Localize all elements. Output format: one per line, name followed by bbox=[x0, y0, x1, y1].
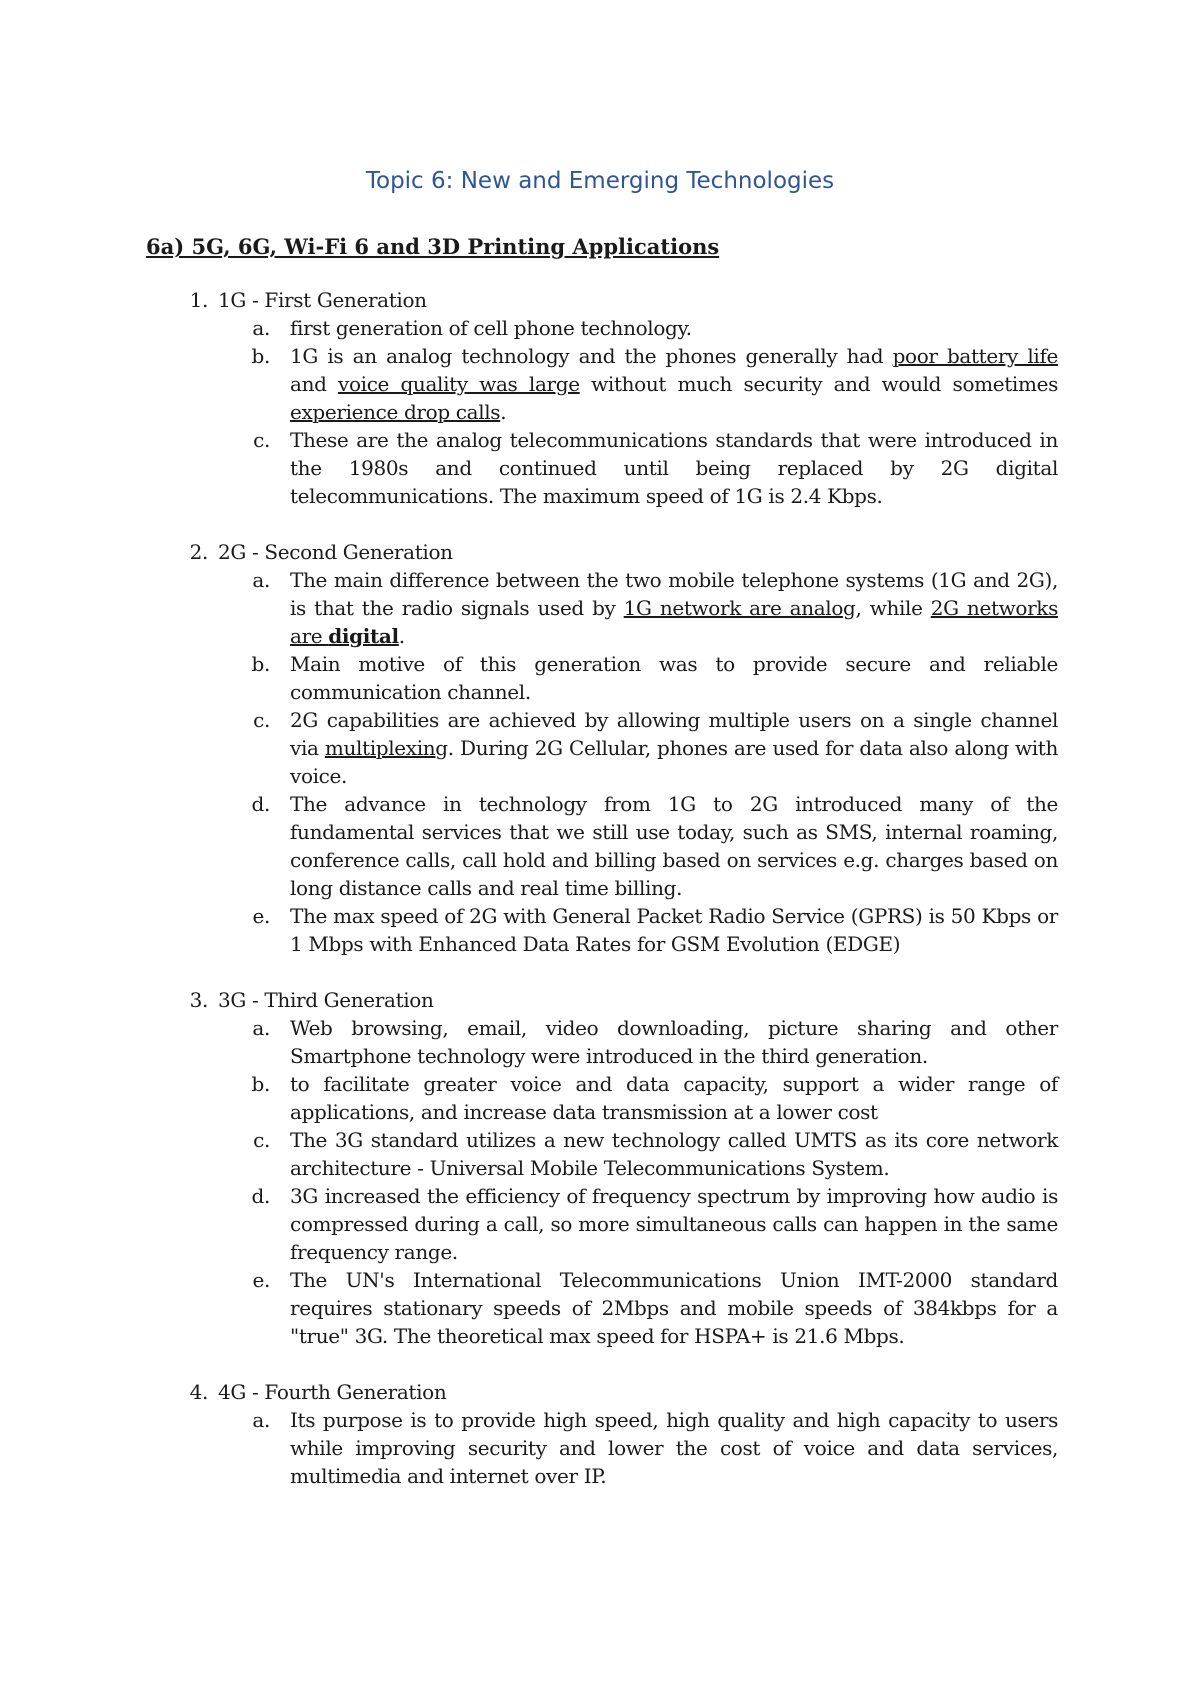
generation-section bbox=[146, 538, 1058, 958]
list-item bbox=[146, 650, 1058, 706]
list-letter: b. bbox=[251, 344, 270, 368]
list-number: 1. bbox=[189, 288, 208, 312]
list-item-text bbox=[290, 902, 1058, 958]
list-item-text bbox=[290, 342, 1058, 426]
text-run: without much security and would sometimes bbox=[579, 372, 1058, 396]
text-run: first generation of cell phone technology. bbox=[290, 316, 692, 340]
list-letter: a. bbox=[252, 1016, 270, 1040]
list-item bbox=[146, 1266, 1058, 1350]
list-letter: c. bbox=[253, 428, 270, 452]
list-letter: e. bbox=[252, 904, 270, 928]
list-item-text bbox=[290, 1126, 1058, 1182]
list-item bbox=[146, 706, 1058, 790]
list-item bbox=[146, 1126, 1058, 1182]
list-item-text bbox=[290, 706, 1058, 790]
list-item-text bbox=[290, 1266, 1058, 1350]
text-run: Its purpose is to provide high speed, high quality and high capacity to users while improving security and lower the cost of voice and data services, multimedia and internet over IP. bbox=[290, 1408, 1058, 1488]
section-heading: 6a) 5G, 6G, Wi-Fi 6 and 3D Printing Applications bbox=[146, 234, 720, 259]
list-item-text bbox=[290, 314, 1058, 342]
text-run: 1G is an analog technology and the phones generally had bbox=[290, 344, 893, 368]
list-letter: a. bbox=[252, 1408, 270, 1432]
generation-title bbox=[146, 1378, 1058, 1406]
list-number: 2. bbox=[189, 540, 208, 564]
generation-title-text: 1G - First Generation bbox=[218, 288, 427, 312]
text-run: The 3G standard utilizes a new technology called UMTS as its core network architecture - Universal Mobile Telecommunications System. bbox=[290, 1128, 1058, 1180]
list-letter: d. bbox=[251, 1184, 270, 1208]
underlined-text: 1G network are analog bbox=[623, 596, 856, 620]
underlined-text: multiplexing bbox=[324, 736, 448, 760]
text-run: and bbox=[290, 372, 339, 396]
underlined-text: voice quality was large bbox=[338, 372, 580, 396]
generation-title-text: 4G - Fourth Generation bbox=[218, 1380, 447, 1404]
list-item-text bbox=[290, 566, 1058, 650]
list-letter: c. bbox=[253, 708, 270, 732]
text-run: . bbox=[500, 400, 507, 424]
text-run: The UN's International Telecommunications Union IMT-2000 standard requires stationary speeds of 2Mbps and mobile speeds of 384kbps for a "true" 3G. The theoretical max speed for HSPA+ is 21.6 Mbps. bbox=[290, 1268, 1058, 1348]
list-item-text bbox=[290, 1014, 1058, 1070]
text-run: . bbox=[398, 624, 405, 648]
generation-title-text: 3G - Third Generation bbox=[218, 988, 434, 1012]
generation-title bbox=[146, 986, 1058, 1014]
generation-title bbox=[146, 286, 1058, 314]
generation-section bbox=[146, 286, 1058, 510]
text-run: The main difference between the two mobile telephone systems (1G and 2G), is that the radio signals used by bbox=[290, 568, 1058, 620]
list-item bbox=[146, 902, 1058, 958]
text-run: The max speed of 2G with General Packet Radio Service (GPRS) is 50 Kbps or 1 Mbps with Enhanced Data Rates for GSM Evolution (EDGE) bbox=[290, 904, 1058, 956]
list-item bbox=[146, 314, 1058, 342]
list-letter: a. bbox=[252, 568, 270, 592]
list-number: 4. bbox=[189, 1380, 208, 1404]
text-run: to facilitate greater voice and data capacity, support a wider range of applications, and increase data transmission at a lower cost bbox=[290, 1072, 1058, 1124]
generation-section bbox=[146, 1378, 1058, 1490]
list-letter: c. bbox=[253, 1128, 270, 1152]
underlined-text: 2G networks are bbox=[290, 596, 1058, 648]
list-letter: a. bbox=[252, 316, 270, 340]
list-item-text bbox=[290, 1182, 1058, 1266]
list-item bbox=[146, 1070, 1058, 1126]
list-item bbox=[146, 790, 1058, 902]
generation-section bbox=[146, 986, 1058, 1350]
text-run: 3G increased the efficiency of frequency spectrum by improving how audio is compressed during a call, so more simultaneous calls can happen in the same frequency range. bbox=[290, 1184, 1058, 1264]
list-letter: b. bbox=[251, 652, 270, 676]
text-run: Main motive of this generation was to provide secure and reliable communication channel. bbox=[290, 652, 1058, 704]
underlined-text: digital bbox=[328, 624, 399, 648]
list-item-text bbox=[290, 1070, 1058, 1126]
page-title: Topic 6: New and Emerging Technologies bbox=[365, 168, 835, 194]
list-letter: e. bbox=[252, 1268, 270, 1292]
text-run: Web browsing, email, video downloading, picture sharing and other Smartphone technology were introduced in the third generation. bbox=[290, 1016, 1058, 1068]
list-item-text bbox=[290, 790, 1058, 902]
text-run: 2G capabilities are achieved by allowing multiple users on a single channel via bbox=[290, 708, 1058, 760]
list-item-text bbox=[290, 426, 1058, 510]
underlined-text: poor battery life bbox=[892, 344, 1058, 368]
list-letter: d. bbox=[251, 792, 270, 816]
list-item bbox=[146, 566, 1058, 650]
list-item-text bbox=[290, 1406, 1058, 1490]
generation-title bbox=[146, 538, 1058, 566]
text-run: The advance in technology from 1G to 2G introduced many of the fundamental services that we still use today, such as SMS, internal roaming, conference calls, call hold and billing based on services e.g. charges based on long distance calls and real time billing. bbox=[290, 792, 1058, 900]
list-item bbox=[146, 1182, 1058, 1266]
list-item bbox=[146, 342, 1058, 426]
underlined-text: experience drop calls bbox=[290, 400, 501, 424]
list-number: 3. bbox=[189, 988, 208, 1012]
list-item-text bbox=[290, 650, 1058, 706]
text-run: These are the analog telecommunications standards that were introduced in the 1980s and continued until being replaced by 2G digital telecommunications. The maximum speed of 1G is 2.4 Kbps. bbox=[290, 428, 1058, 508]
generation-title-text: 2G - Second Generation bbox=[218, 540, 453, 564]
list-letter: b. bbox=[251, 1072, 270, 1096]
list-item bbox=[146, 1406, 1058, 1490]
list-item bbox=[146, 426, 1058, 510]
text-run: , while bbox=[855, 596, 931, 620]
list-item bbox=[146, 1014, 1058, 1070]
generation-list bbox=[146, 286, 1058, 1518]
text-run: . During 2G Cellular, phones are used for data also along with voice. bbox=[290, 736, 1059, 788]
